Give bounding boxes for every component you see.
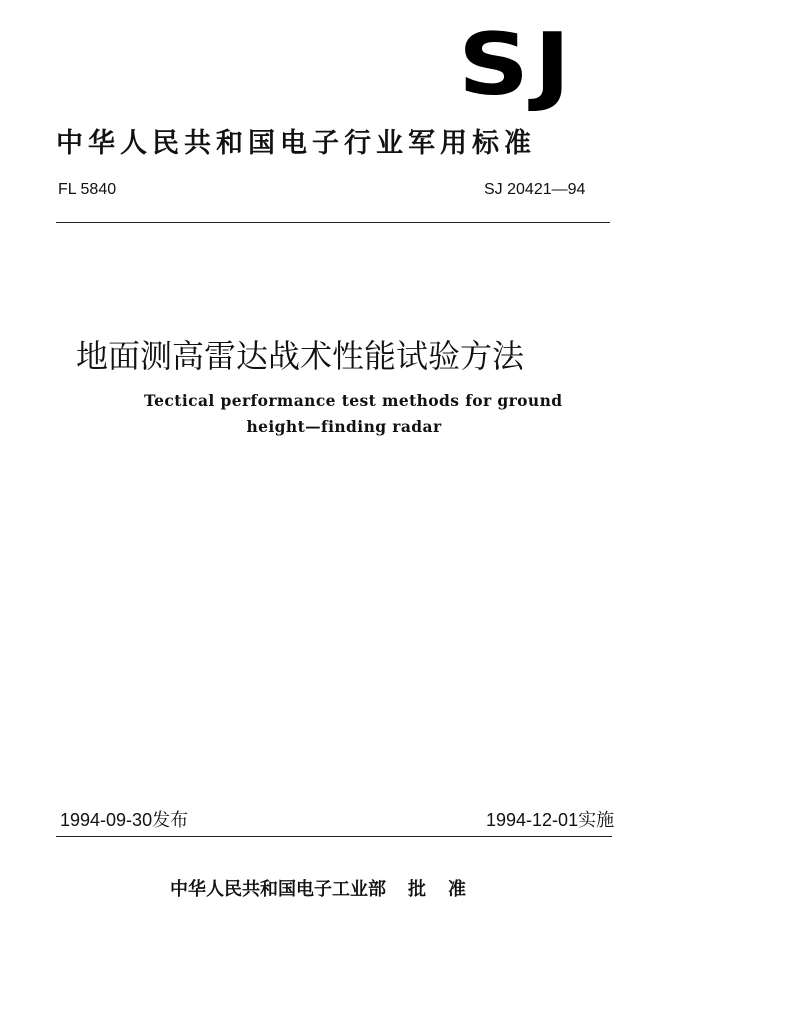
standard-series-title: 中华人民共和国电子行业军用标准 bbox=[56, 128, 536, 159]
sj-logo: SJ bbox=[458, 15, 576, 115]
issue-date: 1994-09-30发布 bbox=[60, 810, 189, 830]
standard-number: SJ 20421—94 bbox=[484, 181, 586, 198]
approve-word-2: 准 bbox=[448, 879, 466, 900]
approving-authority: 中华人民共和国电子工业部 bbox=[170, 879, 386, 900]
approval-line bbox=[170, 876, 466, 904]
footer-divider bbox=[56, 836, 612, 837]
document-title-english bbox=[144, 388, 563, 440]
header-divider bbox=[56, 222, 610, 223]
effective-date: 1994-12-01实施 bbox=[486, 810, 615, 830]
document-title-chinese: 地面测高雷达战术性能试验方法 bbox=[76, 337, 525, 375]
approve-word-1: 批 bbox=[408, 879, 426, 900]
english-title-line-1: Tectical performance test methods for ground bbox=[144, 391, 563, 410]
classification-code: FL 5840 bbox=[58, 181, 117, 198]
english-title-line-2: height—finding radar bbox=[246, 417, 442, 436]
